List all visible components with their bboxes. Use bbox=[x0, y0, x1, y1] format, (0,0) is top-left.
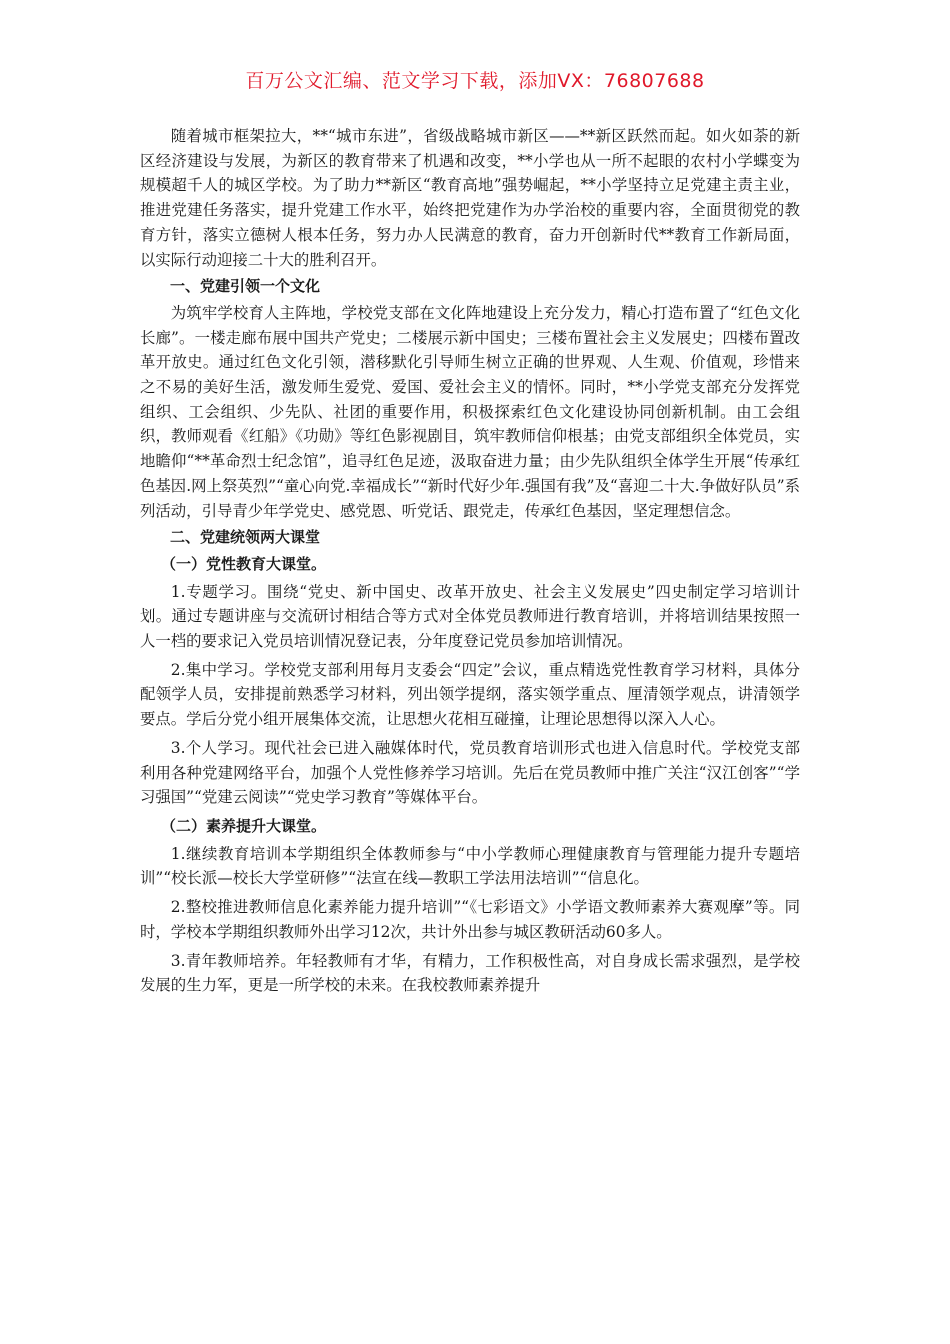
section-heading-2: 二、党建统领两大课堂 bbox=[170, 528, 321, 547]
document-body bbox=[140, 124, 800, 998]
section-heading-1: 一、党建引领一个文化 bbox=[170, 277, 321, 296]
subsection-1-item-1: 1.专题学习。围绕“党史、新中国史、改革开放史、社会主义发展史”四史制定学习培训计划。通过专题讲座与交流研讨相结合等方式对全体党员教师进行教育培训，并将培训结果按照一人一档的要求记入党员培训情况登记表，分年度登记党员参加培训情况。 bbox=[140, 582, 800, 651]
intro-paragraph: 随着城市框架拉大，**“城市东进”，省级战略城市新区——**新区跃然而起。如火如荼的新区经济建设与发展，为新区的教育带来了机遇和改变，**小学也从一所不起眼的农村小学蝶变为规模超千人的城区学校。为了助力**新区“教育高地”强势崛起，**小学坚持立足党建主责主业，推进党建任务落实，提升党建工作水平，始终把党建作为办学治校的重要内容，全面贯彻党的教育方针，落实立德树人根本任务，努力办人民满意的教育，奋力开创新时代**教育工作新局面，以实际行动迎接二十大的胜利召开。 bbox=[140, 127, 800, 269]
subsection-heading-2: （二）素养提升大课堂。 bbox=[161, 816, 327, 835]
subsection-2-item-2: 2.整校推进教师信息化素养能力提升培训”“《七彩语文》小学语文教师素养大赛观摩”等。同时，学校本学期组织教师外出学习12次，共计外出参与城区教研活动60多人。 bbox=[140, 898, 800, 941]
subsection-1-item-3: 3.个人学习。现代社会已进入融媒体时代，党员教育培训形式也进入信息时代。学校党支部利用各种党建网络平台，加强个人党性修养学习培训。先后在党员教师中推广关注“汉江创客”“学习强国”“党建云阅读”“党史学习教育”等媒体平台。 bbox=[140, 738, 800, 807]
promo-banner: 百万公文汇编、范文学习下载，添加VX：76807688 bbox=[245, 70, 705, 92]
subsection-2-item-1: 1.继续教育培训本学期组织全体教师参与“中小学教师心理健康教育与管理能力提升专题培训”“校长派—校长大学堂研修”“法宣在线—教职工学法用法培训”“信息化。 bbox=[140, 844, 800, 888]
subsection-2-item-3: 3.青年教师培养。年轻教师有才华，有精力，工作积极性高，对自身成长需求强烈，是学校发展的生力军，更是一所学校的未来。在我校教师素养提升 bbox=[140, 951, 800, 995]
section-1-paragraph: 为筑牢学校育人主阵地，学校党支部在文化阵地建设上充分发力，精心打造布置了“红色文化长廊”。一楼走廊布展中国共产党史；二楼展示新中国史；三楼布置社会主义发展史；四楼布置改革开放史。通过红色文化引领，潜移默化引导师生树立正确的世界观、人生观、价值观，珍惜来之不易的美好生活，激发师生爱党、爱国、爱社会主义的情怀。同时，**小学党支部充分发挥党组织、工会组织、少先队、社团的重要作用，积极探索红色文化建设协同创新机制。由工会组织，教师观看《红船》《功勋》等红色影视剧目，筑牢教师信仰根基；由党支部组织全体党员，实地瞻仰“**革命烈士纪念馆”，追寻红色足迹，汲取奋进力量；由少先队组织全体学生开展“传承红色基因.网上祭英烈”“童心向党.幸福成长”“新时代好少年.强国有我”及“喜迎二十大.争做好队员”系列活动，引导青少年学党史、感党恩、听党话、跟党走，传承红色基因，坚定理想信念。 bbox=[140, 303, 800, 520]
subsection-1-item-2: 2.集中学习。学校党支部利用每月支委会“四定”会议，重点精选党性教育学习材料，具体分配领学人员，安排提前熟悉学习材料，列出领学提纲，落实领学重点、厘清领学观点，讲清领学要点。学后分党小组开展集体交流，让思想火花相互碰撞，让理论思想得以深入人心。 bbox=[140, 660, 800, 729]
subsection-heading-1: （一）党性教育大课堂。 bbox=[161, 554, 327, 573]
